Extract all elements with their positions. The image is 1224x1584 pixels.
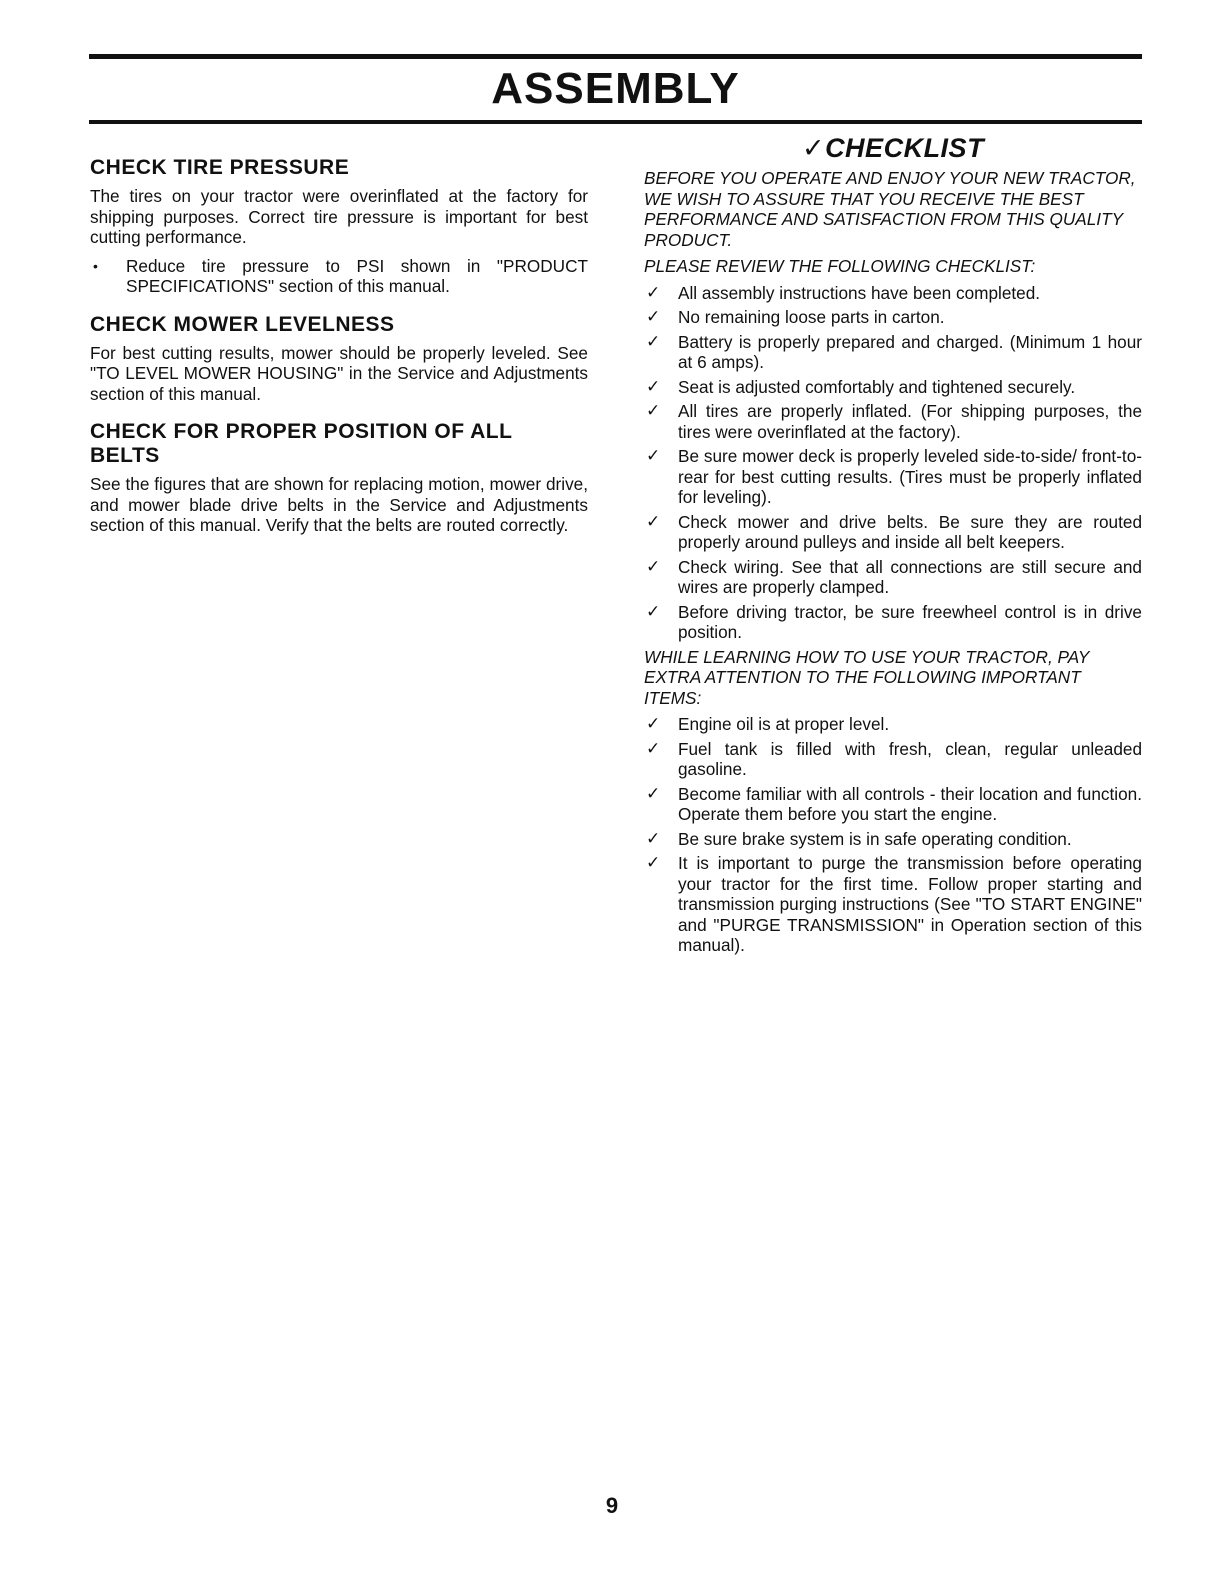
checklist-column <box>644 130 1142 960</box>
checklist-item <box>644 557 1142 598</box>
checklist-heading <box>644 130 1142 166</box>
checklist-item-text: Check wiring. See that all connections are still secure and wires are properly clamped. <box>678 556 1142 597</box>
bullet-item <box>90 256 588 297</box>
checkmark-icon: ✓ <box>646 601 661 621</box>
learning-item <box>644 853 1142 956</box>
checklist-review-label: PLEASE REVIEW THE FOLLOWING CHECKLIST: <box>644 256 1036 276</box>
learning-item-text: Engine oil is at proper level. <box>678 714 890 734</box>
header-rule-top <box>89 54 1142 59</box>
checkmark-icon: ✓ <box>801 133 826 163</box>
checkmark-icon: ✓ <box>646 556 661 576</box>
checklist-item-text: No remaining loose parts in carton. <box>678 307 945 327</box>
bullet-icon: • <box>93 257 98 274</box>
learning-item <box>644 739 1142 780</box>
checklist-item-text: All assembly instructions have been completed. <box>678 282 1041 303</box>
checkmark-icon: ✓ <box>646 446 661 465</box>
checklist-item <box>644 283 1142 304</box>
page-number: 9 <box>605 1493 619 1518</box>
section-belts <box>90 420 588 536</box>
learning-item <box>644 714 1142 735</box>
learning-item-text: It is important to purge the transmission before operating your tractor for the first time. Follow proper starting and transmission purging instructions (See "TO START ENGINE" and "PURGE TRANSMISSION" in Operation section of this manual). <box>678 853 1142 955</box>
learning-item-text: Fuel tank is filled with fresh, clean, regular unleaded gasoline. <box>678 738 1142 779</box>
learning-label: WHILE LEARNING HOW TO USE YOUR TRACTOR, PAY EXTRA ATTENTION TO THE FOLLOWING IMPORTANT ITEMS: <box>644 646 1090 708</box>
checklist-item <box>644 401 1142 442</box>
learning-item <box>644 829 1142 850</box>
checkmark-icon: ✓ <box>646 714 661 733</box>
checklist-item-text: Battery is properly prepared and charged. (Minimum 1 hour at 6 amps). <box>678 331 1142 372</box>
checklist-item <box>644 602 1142 643</box>
checklist-item <box>644 512 1142 553</box>
checkmark-icon: ✓ <box>646 307 661 326</box>
checkmark-icon: ✓ <box>646 401 661 420</box>
checklist-item-text: Seat is adjusted comfortably and tightened securely. <box>678 376 1076 397</box>
section-mower-levelness <box>90 313 588 405</box>
checklist-item-text: Check mower and drive belts. Be sure they are routed properly around pulleys and inside all belt keepers. <box>678 511 1142 552</box>
checkmark-icon: ✓ <box>646 853 661 872</box>
checklist-item-text: All tires are properly inflated. (For shipping purposes, the tires were overinflated at the factory). <box>678 401 1142 442</box>
learning-item <box>644 784 1142 825</box>
checklist-item-text: Before driving tractor, be sure freewheel control is in drive position. <box>678 601 1142 642</box>
section-body: For best cutting results, mower should be properly leveled. See "TO LEVEL MOWER HOUSING" in the Service and Adjustments section of this manual. <box>90 342 588 404</box>
checklist-item <box>644 446 1142 508</box>
section-heading: CHECK MOWER LEVELNESS <box>90 312 395 336</box>
section-tire-pressure <box>90 156 588 297</box>
learning-item-text: Become familiar with all controls - their location and function. Operate them before you start the engine. <box>678 783 1142 824</box>
checklist-item <box>644 377 1142 398</box>
learning-item-text: Be sure brake system is in safe operating condition. <box>678 828 1072 849</box>
bullet-text: Reduce tire pressure to PSI shown in "PRODUCT SPECIFICATIONS" section of this manual. <box>126 255 588 296</box>
checkmark-icon: ✓ <box>646 376 661 396</box>
checkmark-icon: ✓ <box>646 738 661 758</box>
checkmark-icon: ✓ <box>646 783 661 803</box>
section-body: See the figures that are shown for replacing motion, mower drive, and mower blade drive belts in the Service and Adjustments section of this manual. Verify that the belts are routed correctly. <box>90 474 588 535</box>
page-title: ASSEMBLY <box>491 64 740 113</box>
section-heading: CHECK TIRE PRESSURE <box>90 156 350 179</box>
section-heading: CHECK FOR PROPER POSITION OF ALL BELTS <box>90 420 513 467</box>
checkmark-icon: ✓ <box>646 331 661 351</box>
checklist-item-text: Be sure mower deck is properly leveled side-to-side/ front-to-rear for best cutting results. (Tires must be properly inflated for leveling). <box>678 446 1142 507</box>
checklist-item <box>644 307 1142 328</box>
checkmark-icon: ✓ <box>646 282 661 302</box>
checkmark-icon: ✓ <box>646 828 661 848</box>
section-body: The tires on your tractor were overinflated at the factory for shipping purposes. Correct tire pressure is important for best cutting performance. <box>90 186 588 247</box>
checklist-title: CHECKLIST <box>825 133 985 163</box>
checklist-item <box>644 332 1142 373</box>
checklist-items <box>644 283 1142 643</box>
left-column <box>90 156 588 552</box>
header-rule-bottom <box>89 120 1142 124</box>
checklist-intro: BEFORE YOU OPERATE AND ENJOY YOUR NEW TRACTOR, WE WISH TO ASSURE THAT YOU RECEIVE THE BEST PERFORMANCE AND SATISFACTION FROM THIS QUALITY PRODUCT. <box>644 168 1136 250</box>
checkmark-icon: ✓ <box>646 511 661 531</box>
learning-items <box>644 714 1142 956</box>
